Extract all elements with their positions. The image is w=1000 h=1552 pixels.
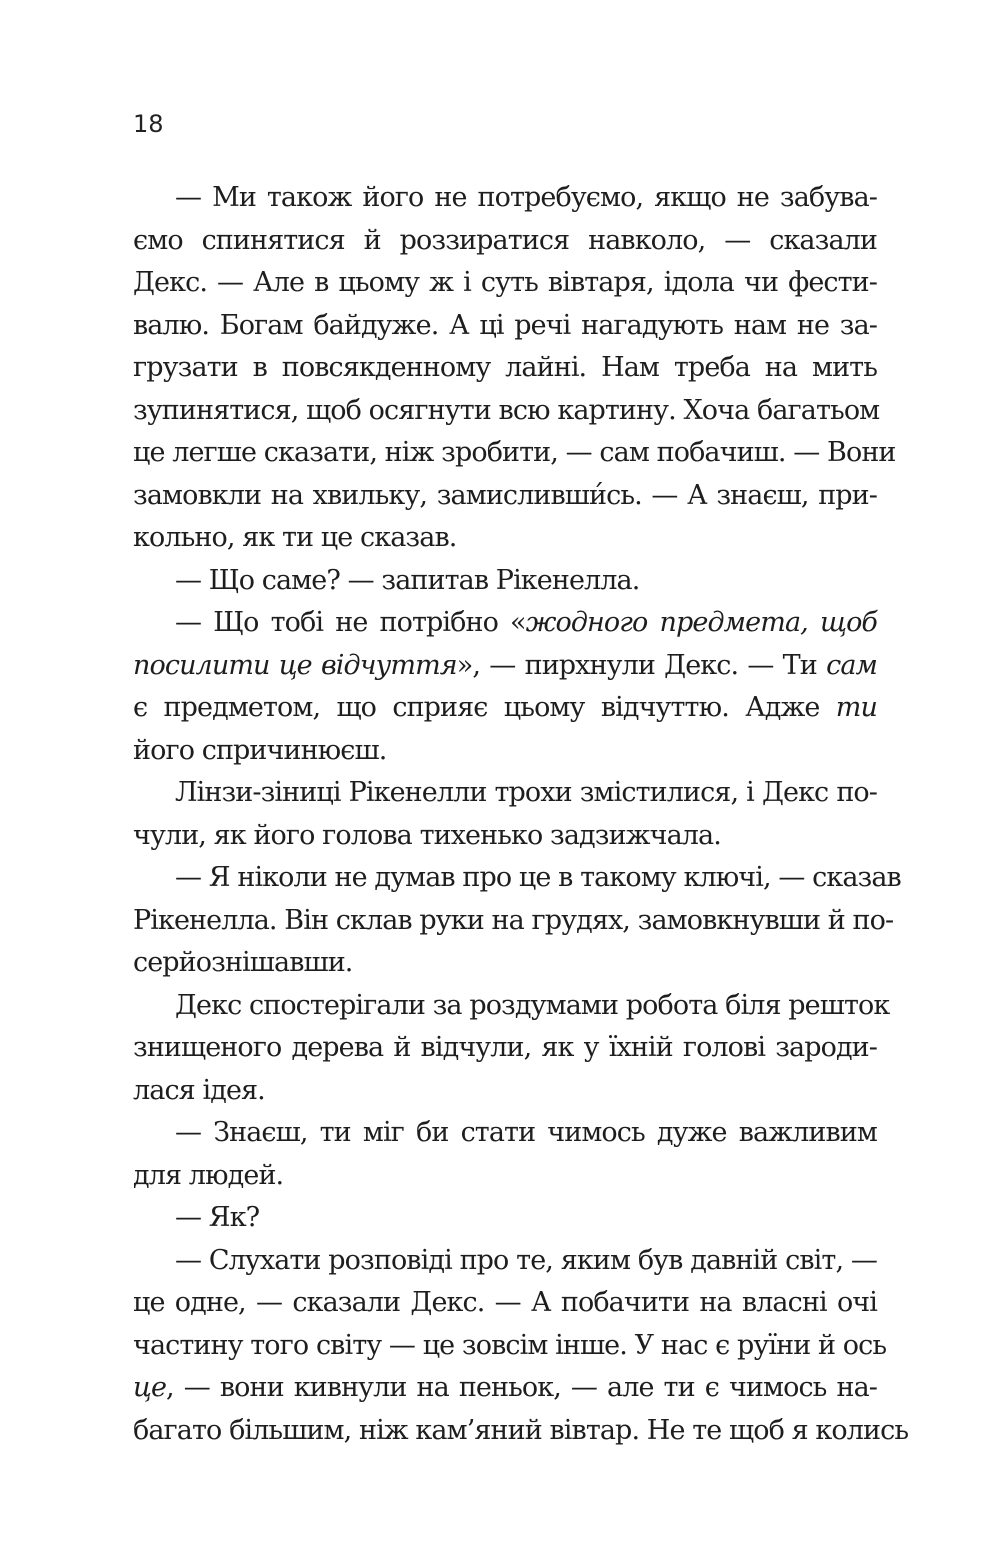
text-segment: — Ми також його не потребуємо, якщо не забува- <box>175 182 877 213</box>
text-line <box>133 177 877 220</box>
text-line <box>133 815 877 858</box>
text-line <box>133 220 877 263</box>
text-segment: грузати в повсякденному лайні. Нам треба на мить <box>133 352 877 383</box>
text-line <box>133 432 896 475</box>
text-segment: кольно, як ти це сказав. <box>133 522 457 553</box>
text-line <box>133 1282 877 1325</box>
text-segment: — Слухати розповіді про те, яким був давній світ, — <box>175 1244 877 1276</box>
italic-text: сам <box>826 649 877 681</box>
text-line <box>133 1410 909 1453</box>
text-line <box>133 390 880 433</box>
text-segment: ємо спинятися й роззиратися навколо, — сказали <box>133 224 877 256</box>
text-segment: », — пирхнули Декс. — Ти <box>456 649 827 681</box>
text-line <box>133 517 877 560</box>
text-line <box>133 1367 877 1410</box>
text-segment: багато більшим, ніж кам’яний вівтар. Не те щоб я колись <box>133 1414 909 1446</box>
text-segment: для людей. <box>133 1159 284 1191</box>
italic-text: ти <box>835 692 877 723</box>
text-segment: замовкли на хвильку, замисливши́сь. — А знаєш, при- <box>133 479 877 511</box>
text-segment: це одне, — сказали Декс. — А побачити на власні очі <box>133 1287 877 1318</box>
text-segment: — Що саме? — запитав Рікенелла. <box>175 564 640 596</box>
italic-text: це <box>133 1372 167 1403</box>
italic-text: жодного предмета, щоб <box>525 607 878 638</box>
text-segment: Лінзи-зіниці Рікенелли трохи змістилися, і Декс по- <box>175 777 877 808</box>
text-line <box>133 560 877 603</box>
text-line <box>133 1027 877 1070</box>
text-line <box>133 1197 877 1240</box>
text-line <box>133 942 877 985</box>
text-line <box>133 347 877 390</box>
text-line <box>133 687 877 730</box>
text-line <box>133 985 890 1028</box>
text-line <box>133 475 877 518</box>
text-segment: — Я ніколи не думав про це в такому ключі, — сказав <box>175 862 901 893</box>
text-line <box>133 1112 877 1155</box>
text-segment: Декс спостерігали за роздумами робота біля решток <box>175 989 890 1021</box>
text-line <box>133 730 877 773</box>
text-line <box>133 900 894 943</box>
text-segment: — Як? <box>175 1202 260 1233</box>
text-line <box>133 1155 877 1198</box>
text-line <box>133 857 901 900</box>
text-segment: серйознішавши. <box>133 947 353 978</box>
text-segment: лася ідея. <box>133 1074 265 1106</box>
text-line <box>133 1070 877 1113</box>
text-line <box>133 262 877 305</box>
text-segment: це легше сказати, ніж зробити, — сам побачиш. — Вони <box>133 437 896 468</box>
italic-text: посилити це відчуття <box>133 649 457 681</box>
text-segment: — Що тобі не потрібно « <box>175 607 526 638</box>
text-segment: його спричинюєш. <box>133 734 387 766</box>
text-segment: — Знаєш, ти міг би стати чимось дуже важливим <box>175 1117 877 1148</box>
text-segment: чули, як його голова тихенько задзижчала. <box>133 819 721 851</box>
text-segment: Рікенелла. Він склав руки на грудях, замовкнувши й по- <box>133 904 894 936</box>
text-segment: частину того світу — це зовсім інше. У нас є руїни й ось <box>133 1329 887 1361</box>
text-line <box>133 645 877 688</box>
text-segment: , — вони кивнули на пеньок, — але ти є чимось на- <box>166 1372 877 1403</box>
text-segment: зупинятися, щоб осягнути всю картину. Хоча багатьом <box>133 394 880 426</box>
text-segment: є предметом, що сприяє цьому відчуттю. Адже <box>133 692 836 723</box>
text-line <box>133 772 877 815</box>
text-segment: Декс. — Але в цьому ж і суть вівтаря, ідола чи фести- <box>133 267 877 298</box>
text-segment: знищеного дерева й відчули, як у їхній голові зароди- <box>133 1032 877 1063</box>
text-line <box>133 1240 877 1283</box>
text-segment: валю. Богам байдуже. А ці речі нагадують нам не за- <box>133 309 877 341</box>
page-number: 18 <box>133 110 164 138</box>
body-text <box>133 177 909 1452</box>
text-line <box>133 602 877 645</box>
text-line <box>133 1325 887 1368</box>
text-line <box>133 305 877 348</box>
